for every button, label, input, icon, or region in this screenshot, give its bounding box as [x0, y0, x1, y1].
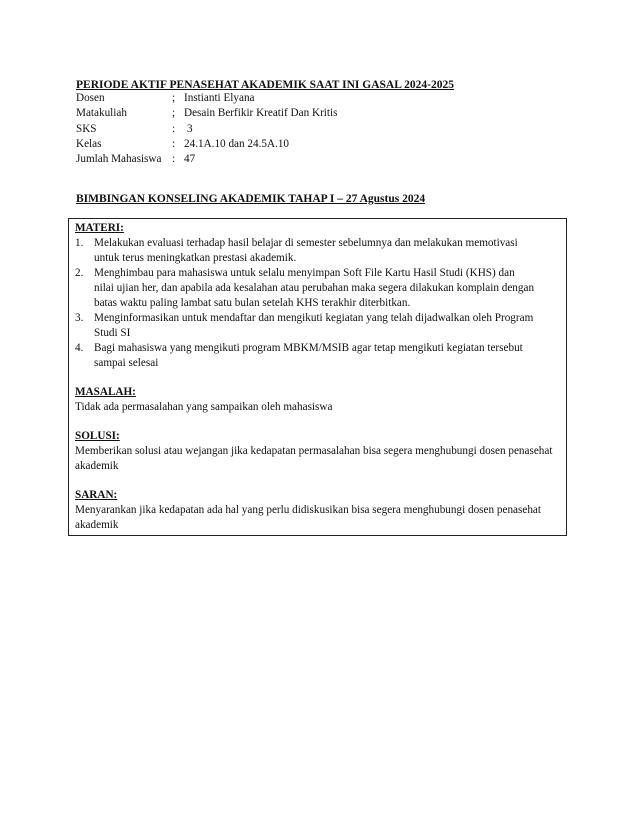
info-value: 3 [187, 122, 193, 135]
materi-heading: MATERI: [75, 222, 124, 234]
info-value: Desain Berfikir Kreatif Dan Kritis [184, 107, 338, 120]
info-label: Jumlah Mahasiswa [76, 153, 162, 166]
list-item [75, 236, 560, 266]
section-gap [75, 371, 560, 385]
info-separator: : [172, 137, 176, 150]
info-separator: : [172, 122, 176, 135]
info-row-matakuliah [76, 106, 337, 121]
saran-text: Menyarankan jika kedapatan ada hal yang perlu didiskusikan bisa segera menghubungi dosen penasehat akademik [75, 504, 541, 531]
list-item [75, 311, 560, 341]
info-label: SKS [76, 122, 97, 135]
info-value: 24.1A.10 dan 24.5A.10 [184, 137, 290, 150]
materi-list [75, 236, 560, 371]
info-label: Matakuliah [76, 107, 127, 120]
info-value: Instianti Elyana [184, 92, 255, 104]
info-value: 47 [184, 153, 196, 166]
info-separator: ; [172, 92, 176, 104]
list-item-text: Menginformasikan untuk mendaftar dan mengikuti kegiatan yang telah dijadwalkan oleh Program Studi SI [94, 312, 534, 339]
info-row-sks [76, 122, 337, 137]
info-table [76, 91, 337, 167]
saran-heading: SARAN: [75, 489, 118, 501]
section-gap [75, 415, 560, 429]
info-row-dosen [76, 91, 337, 106]
list-item-number: 3. [75, 312, 84, 324]
list-item-number: 4. [75, 342, 84, 354]
solusi-text: Memberikan solusi atau wejangan jika kedapatan permasalahan bisa segera menghubungi dosen penasehat akademik [75, 445, 553, 472]
list-item-text: Bagi mahasiswa yang mengikuti program MBKM/MSIB agar tetap mengikuti kegiatan tersebut sampai selesai [94, 342, 523, 369]
session-heading: BIMBINGAN KONSELING AKADEMIK TAHAP I – 27 Agustus 2024 [76, 193, 426, 205]
info-separator: ; [172, 107, 176, 120]
section-gap [75, 474, 560, 488]
list-item [75, 266, 560, 311]
masalah-heading: MASALAH: [75, 386, 136, 398]
info-row-jumlah-mahasiswa [76, 152, 337, 167]
info-separator: : [172, 153, 176, 166]
list-item-number: 2. [75, 267, 84, 279]
masalah-text: Tidak ada permasalahan yang sampaikan oleh mahasiswa [75, 401, 333, 413]
list-item [75, 341, 560, 371]
list-item-number: 1. [75, 237, 84, 249]
period-heading: PERIODE AKTIF PENASEHAT AKADEMIK SAAT INI GASAL 2024-2025 [76, 79, 454, 91]
list-item-text: Melakukan evaluasi terhadap hasil belajar di semester sebelumnya dan melakukan memotivasi untuk terus meningkatkan prestasi akademik. [94, 237, 518, 264]
list-item-text: Menghimbau para mahasiswa untuk selalu menyimpan Soft File Kartu Hasil Studi (KHS) dan nilai ujian her, dan apabila ada kesalahan atau perubahan maka segera dilakukan komplain dengan batas waktu paling lambat satu bulan setelah KHS terakhir diterbitkan. [94, 267, 535, 309]
info-label: Kelas [76, 137, 102, 150]
solusi-heading: SOLUSI: [75, 430, 120, 442]
content-box [68, 218, 567, 536]
info-row-kelas [76, 137, 337, 152]
info-label: Dosen [76, 92, 105, 104]
